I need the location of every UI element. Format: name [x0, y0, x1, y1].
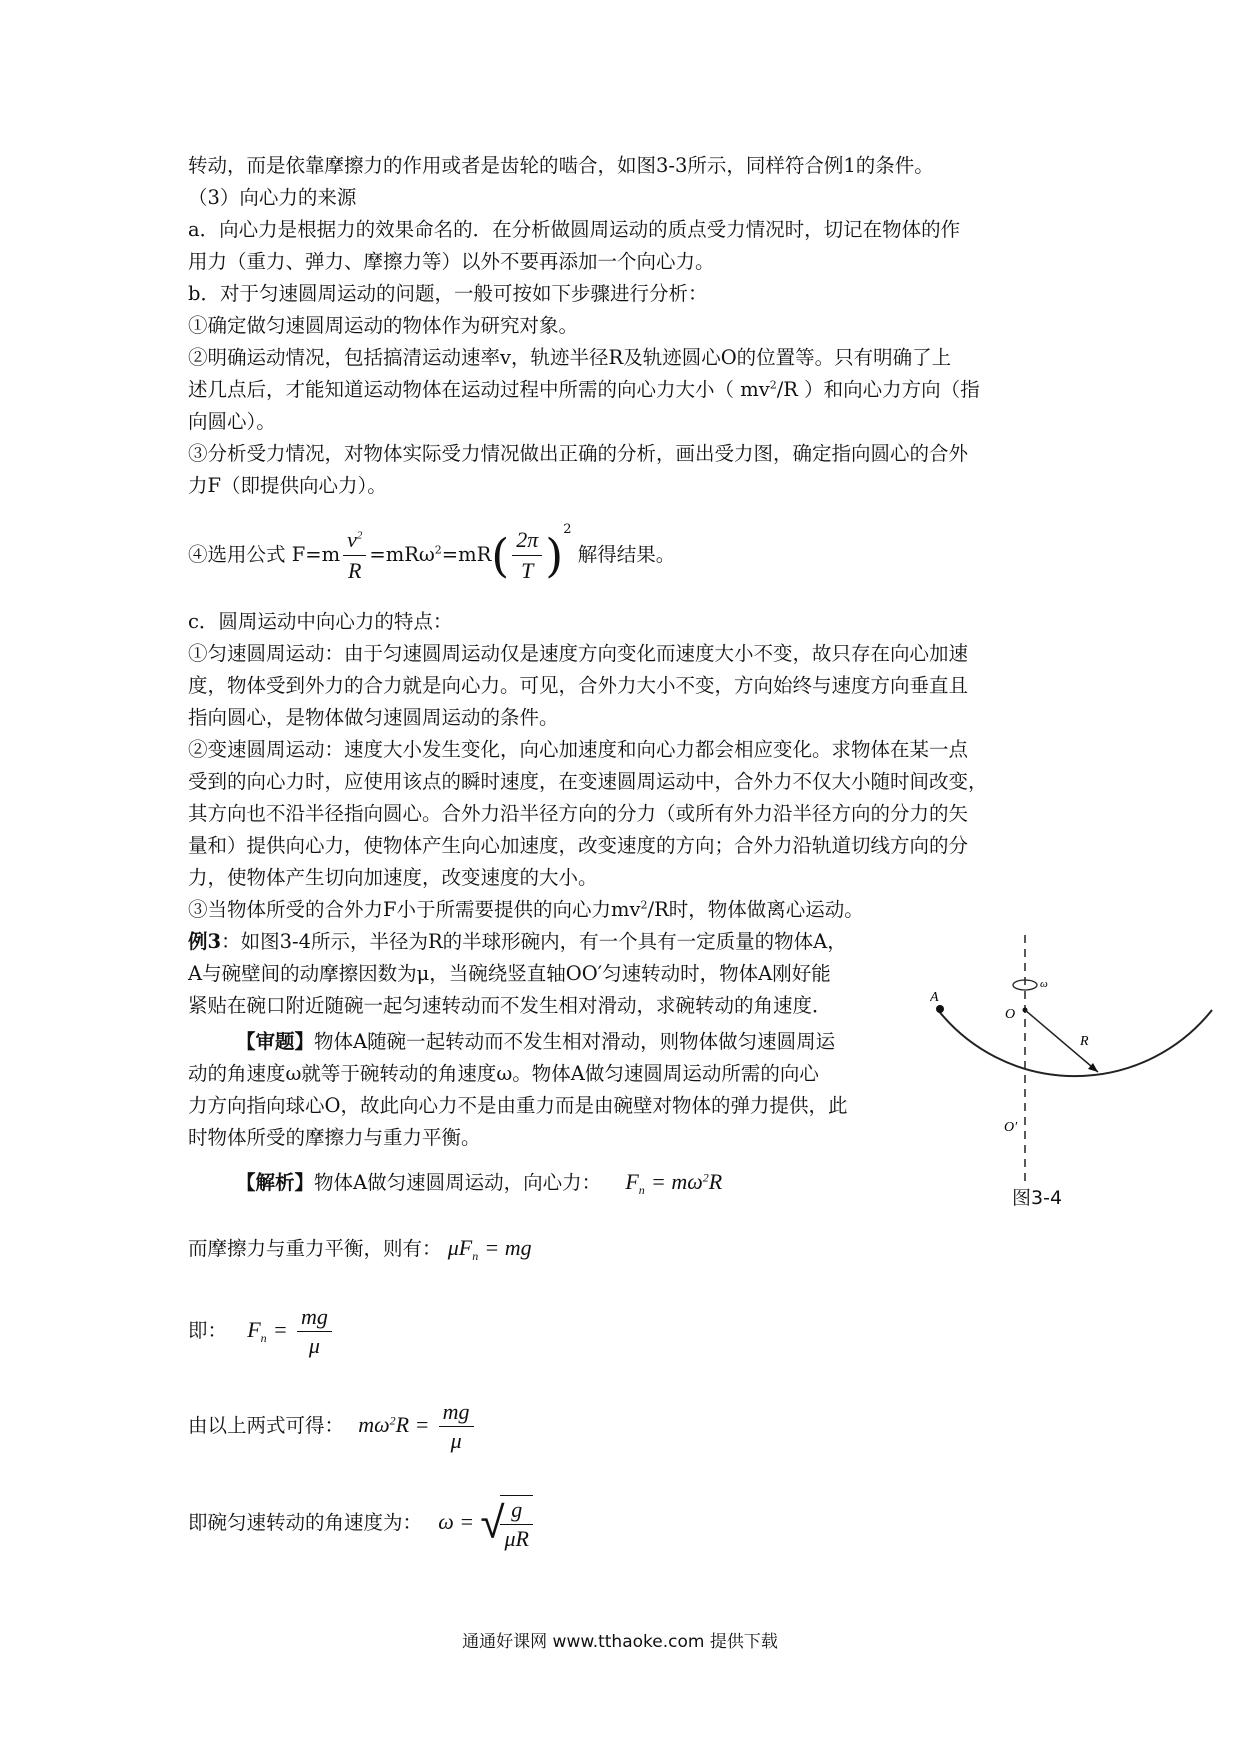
text-segment: 物体A随碗一起转动而不发生相对滑动，则物体做匀速圆周运: [314, 1030, 836, 1053]
formula-line: [188, 1490, 536, 1554]
superscript: 2: [563, 522, 572, 537]
text-line: c．圆周运动中向心力的特点：: [188, 610, 453, 633]
section-heading: （3）向心力的来源: [188, 186, 357, 209]
label-a: A: [930, 990, 939, 1005]
shenti-label: 【审题】: [236, 1030, 315, 1053]
formula-part: F=m: [291, 543, 341, 566]
label-omega: ω: [1040, 978, 1048, 990]
text-line: 指向圆心，是物体做匀速圆周运动的条件。: [188, 706, 559, 729]
text-line: b．对于匀速圆周运动的问题，一般可按如下步骤进行分析：: [188, 282, 708, 305]
text-line: ②明确运动情况，包括搞清运动速率v，轨迹半径R及轨迹圆心O的位置等。只有明确了上: [188, 346, 952, 369]
figure-caption: 图3-4: [1012, 1187, 1063, 1209]
bowl-arc: [938, 1010, 1212, 1076]
left-paren: (: [491, 528, 510, 583]
equals: =: [272, 1317, 288, 1342]
formula-part: mω: [358, 1412, 390, 1437]
text-segment: 由以上两式可得：: [188, 1414, 345, 1437]
formula-line: [188, 1232, 532, 1272]
fraction-mg-over-mu: $\frac{mg}{\mu}$: [297, 1303, 332, 1360]
text-line: 用力（重力、弹力、摩擦力等）以外不要再添加一个向心力。: [188, 250, 715, 273]
var-F: F: [625, 1169, 639, 1194]
text-line: 度，物体受到外力的合力就是向心力。可见，合外力大小不变，方向始终与速度方向垂直且: [188, 674, 969, 697]
text-segment: ④选用公式: [188, 543, 286, 566]
formula-line: [188, 1300, 335, 1360]
text-line: 力，使物体产生切向加速度，改变速度的大小。: [188, 866, 598, 889]
formula-line: [188, 1395, 477, 1455]
bowl-figure: [930, 935, 1220, 1185]
label-o-prime: O′: [1004, 1120, 1018, 1135]
text-line: 量和）提供向心力，使物体产生向心加速度，改变速度的方向；合外力沿轨道切线方向的分: [188, 834, 969, 857]
text-line: 受到的向心力时，应使用该点的瞬时速度，在变速圆周运动中，合外力不仅大小随时间改变，: [188, 770, 988, 793]
text-line: [188, 374, 980, 405]
fraction-g-over-muR: $\frac{g}{\mu R}$: [500, 1495, 532, 1553]
superscript: 2: [389, 1413, 396, 1428]
subscript-n: n: [472, 1248, 479, 1263]
text-line: 力F（即提供向心力）。: [188, 474, 387, 497]
label-r: R: [1080, 1034, 1089, 1049]
fraction-2pi-over-T: $\frac{2\pi}{T}$: [512, 525, 542, 586]
text-line: a．向心力是根据力的效果命名的．在分析做圆周运动的质点受力情况时，切记在物体的作: [188, 218, 961, 241]
solution-line: [236, 1166, 722, 1206]
text-line: 力方向指向球心O，故此向心力不是由重力而是由碗壁对物体的弹力提供，此: [188, 1094, 848, 1117]
text-segment: ：如图3-4所示，半径为R的半球形碗内，有一个具有一定质量的物体A，: [221, 930, 847, 953]
text-segment: ③当物体所受的合外力F小于所需要提供的向心力mv: [188, 898, 641, 921]
text-segment: 解得结果。: [577, 543, 676, 566]
text-line: ③分析受力情况，对物体实际受力情况做出正确的分析，画出受力图，确定指向圆心的合外: [188, 442, 969, 465]
text-line: [236, 1026, 835, 1057]
text-line: ①匀速圆周运动：由于匀速圆周运动仅是速度方向变化而速度大小不变，故只存在向心加速: [188, 642, 969, 665]
var-R: R: [708, 1169, 723, 1194]
text-segment: 即碗匀速转动的角速度为：: [188, 1511, 423, 1534]
example-label: 例3: [188, 930, 222, 953]
formula-part: μF: [447, 1235, 473, 1260]
formula-line: [188, 520, 675, 590]
object-a-dot: [936, 1005, 944, 1013]
jiexi-label: 【解析】: [236, 1171, 315, 1194]
var-v: v: [347, 527, 357, 552]
text-line: [188, 894, 864, 925]
text-line: 动的角速度ω就等于碗转动的角速度ω。物体A做匀速圆周运动所需的向心: [188, 1062, 819, 1085]
superscript: 2: [356, 529, 363, 542]
superscript: 2: [640, 898, 648, 912]
page-footer: 通通好课网 www.tthaoke.com 提供下载: [462, 1632, 778, 1652]
label-o: O: [1005, 1007, 1016, 1022]
formula-part: =mR: [441, 543, 492, 566]
text-line: 向圆心）。: [188, 410, 276, 433]
superscript: 2: [769, 378, 777, 392]
text-segment: 述几点后，才能知道运动物体在运动过程中所需的向心力大小（ mv: [188, 378, 770, 401]
text-line: 紧贴在碗口附近随碗一起匀速转动而不发生相对滑动，求碗转动的角速度．: [188, 994, 832, 1017]
text-segment: /R时，物体做离心运动。: [647, 898, 864, 921]
superscript: 2: [434, 543, 442, 557]
text-segment: 物体A做匀速圆周运动，向心力：: [314, 1171, 602, 1194]
formula-part: =mRω: [369, 543, 435, 566]
var-F: F: [247, 1317, 261, 1342]
text-segment: /R ）和向心力方向（指: [776, 378, 980, 401]
text-segment: 而摩擦力与重力平衡，则有：: [188, 1237, 442, 1260]
fraction-mg-over-mu: $\frac{mg}{\mu}$: [439, 1398, 474, 1455]
text-line: ②变速圆周运动：速度大小发生变化，向心加速度和向心力都会相应变化。求物体在某一点: [188, 738, 969, 761]
text-line: ①确定做匀速圆周运动的物体作为研究对象。: [188, 314, 579, 337]
formula-part: = mg: [484, 1235, 532, 1260]
sqrt-sign: √: [480, 1497, 505, 1549]
var-R: R: [348, 558, 362, 583]
formula-part: ω =: [438, 1509, 475, 1534]
text-line: 转动，而是依靠摩擦力的作用或者是齿轮的啮合，如图3-3所示，同样符合例1的条件。: [188, 154, 934, 177]
text-line: A与碗壁间的动摩擦因数为μ，当碗绕竖直轴OO′匀速转动时，物体A刚好能: [188, 962, 831, 985]
text-segment: 即：: [188, 1319, 228, 1342]
subscript-n: n: [260, 1330, 267, 1345]
example-line: [188, 926, 847, 957]
text-line: 其方向也不沿半径指向圆心。合外力沿半径方向的分力（或所有外力沿半径方向的分力的矢: [188, 802, 969, 825]
subscript-n: n: [638, 1182, 645, 1197]
text-line: 时物体所受的摩擦力与重力平衡。: [188, 1126, 481, 1149]
formula-part: R =: [395, 1412, 430, 1437]
superscript: 2: [702, 1170, 709, 1185]
right-paren: ): [545, 528, 564, 583]
fraction-v2-over-R: [343, 525, 366, 586]
formula-part: = mω: [650, 1169, 703, 1194]
